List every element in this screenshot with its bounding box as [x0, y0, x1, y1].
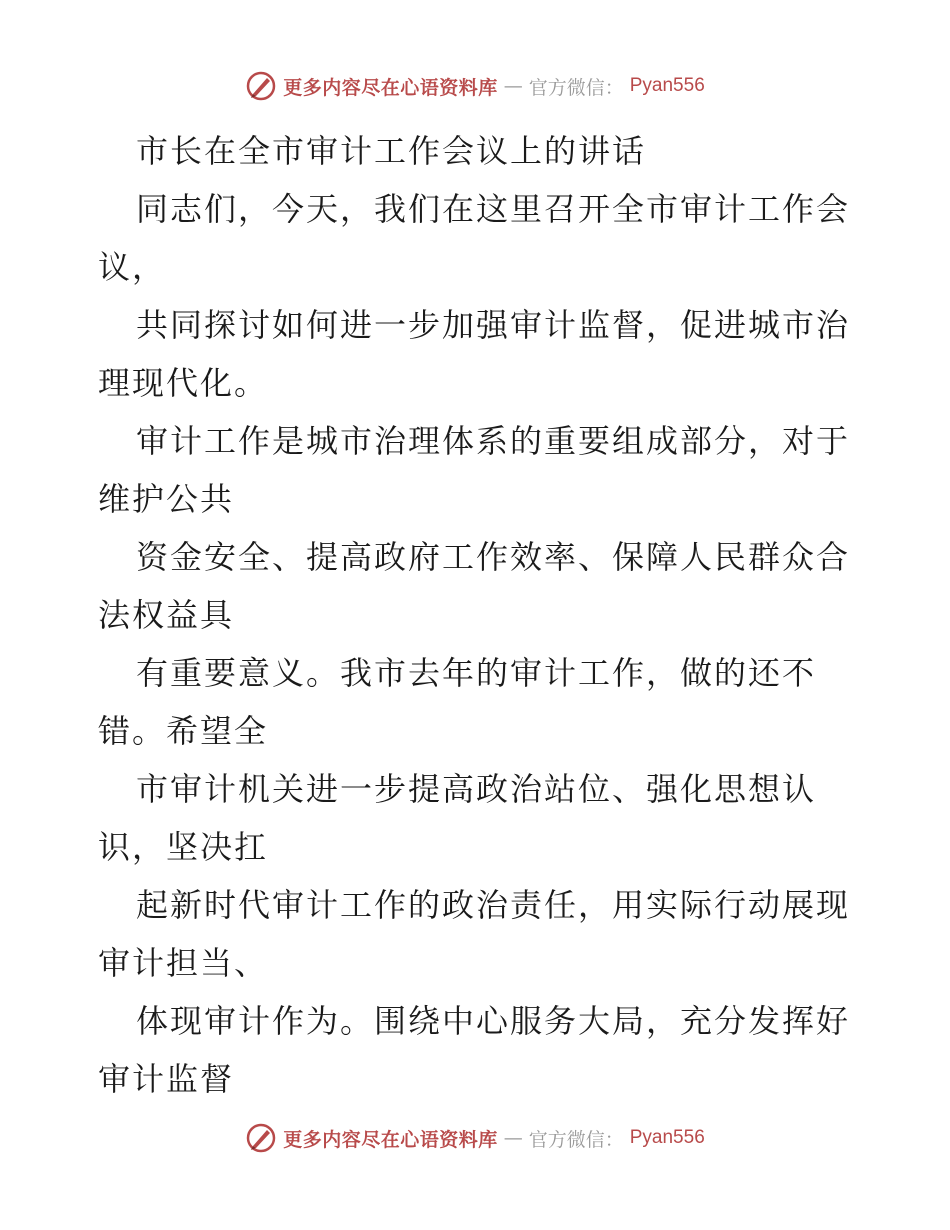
watermark-official-label: 官方微信：	[528, 76, 624, 99]
watermark-brand: 更多内容尽在心语资料库	[283, 76, 498, 99]
watermark-brand: 更多内容尽在心语资料库	[283, 1128, 498, 1151]
text-line: 理现代化。	[98, 364, 269, 402]
watermark-dash: —	[503, 1127, 523, 1149]
watermark-wechat-id: Pyan556	[629, 75, 705, 96]
text-line: 审计担当、	[98, 944, 269, 982]
text-line: 议，	[98, 248, 167, 286]
text-line: 有重要意义。我市去年的审计工作，做的还不	[136, 654, 817, 692]
text-line: 法权益具	[98, 596, 235, 634]
watermark-dash: —	[503, 75, 523, 97]
text-line: 市审计机关进一步提高政治站位、强化思想认	[136, 770, 817, 808]
text-line: 共同探讨如何进一步加强审计监督，促进城市治	[136, 306, 851, 344]
text-line: 体现审计作为。围绕中心服务大局，充分发挥好	[136, 1002, 851, 1040]
header-watermark	[0, 70, 950, 102]
document-title-line: 市长在全市审计工作会议上的讲话	[136, 132, 647, 170]
quill-logo-icon	[245, 1122, 277, 1154]
document-body	[98, 122, 858, 1108]
text-line: 起新时代审计工作的政治责任，用实际行动展现	[136, 886, 851, 924]
footer-watermark	[0, 1122, 950, 1154]
text-line: 维护公共	[98, 480, 235, 518]
text-line: 同志们，今天，我们在这里召开全市审计工作会	[136, 190, 851, 228]
quill-logo-icon	[245, 70, 277, 102]
text-line: 审计工作是城市治理体系的重要组成部分，对于	[136, 422, 851, 460]
text-line: 识，坚决扛	[98, 828, 269, 866]
watermark-official-label: 官方微信：	[528, 1128, 624, 1151]
text-line: 错。希望全	[98, 712, 269, 750]
text-line: 资金安全、提高政府工作效率、保障人民群众合	[136, 538, 851, 576]
watermark-wechat-id: Pyan556	[629, 1127, 705, 1148]
text-line: 审计监督	[98, 1060, 235, 1098]
